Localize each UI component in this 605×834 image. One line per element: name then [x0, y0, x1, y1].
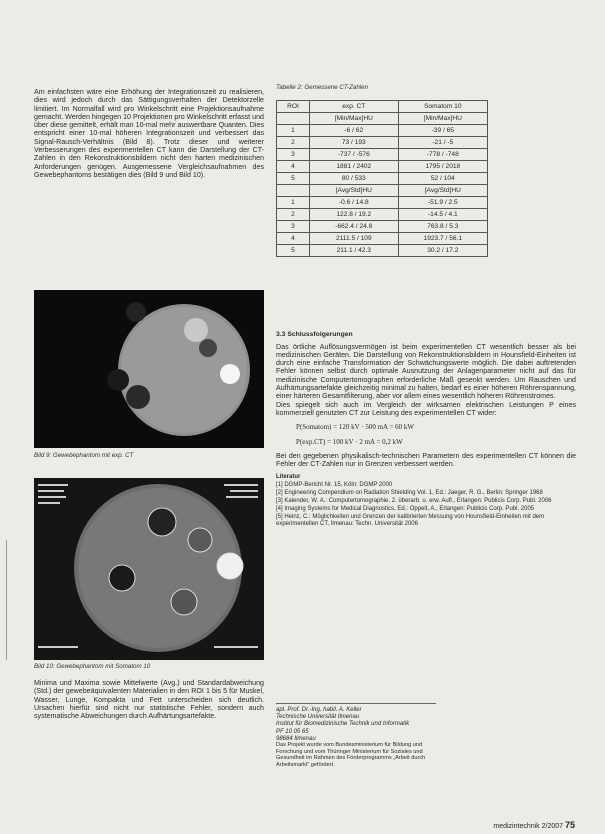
literature-item: [5] Heinz, C.: Möglichkeiten und Grenzen der kalibrierten Messung von Hounsfield-Einheiten mit dem experimentellen CT, Ilmenau: Techn. Universität 2006 — [276, 514, 545, 528]
table-cell — [277, 113, 310, 125]
table-caption: Tabelle 2: Gemessene CT-Zahlen — [276, 84, 369, 91]
table-cell: 211.1 / 42.3 — [310, 245, 399, 257]
author-line: Technische Universität Ilmenau — [276, 714, 360, 721]
table-cell: [Min/Max]HU — [310, 113, 399, 125]
table-row — [277, 221, 488, 233]
conclusion-paragraph-2: Dies spiegelt sich auch im Vergleich der wirksamen elektrischen Leistungen P eines kommerziell genutzten CT zur Leistung des experimentellen CT wider: — [276, 400, 576, 417]
table-cell: -14.5 / 4.1 — [398, 209, 487, 221]
table-cell: 1 — [277, 197, 310, 209]
page-number: 75 — [564, 820, 575, 830]
table-cell: -737 / -576 — [310, 149, 399, 161]
table-subheader-row — [277, 185, 488, 197]
table-cell: -662.4 / 24.8 — [310, 221, 399, 233]
table-row — [277, 125, 488, 137]
literature-item: [2] Engineering Compendium on Radiation Shielding Vol. 1, Ed.: Jaeger, R. G., Berlin: Springer 1968 — [276, 490, 543, 497]
table-cell: -778 / -748 — [398, 149, 487, 161]
funding-footnote: Das Projekt wurde vom Bundesministerium für Bildung und Forschung und vom Thüringer Ministerium für Soziales und Gesundheit im Rahmen des Förderprogramms „Arbeit durch Arbeitsmarkt“ gefördert. — [276, 742, 426, 768]
table-cell: -51.9 / 2.5 — [398, 197, 487, 209]
table-subheader-row — [277, 113, 488, 125]
table-cell: -21 / -5 — [398, 137, 487, 149]
table-row — [277, 149, 488, 161]
table-header-cell: Somatom 10 — [398, 101, 487, 113]
formula-exp-ct: P(exp.CT) = 100 kV · 2 mA = 0,2 kW — [296, 437, 403, 446]
literature-item: [3] Kalender, W. A.: Computertomographie, 2. überarb. u. erw. Aufl., Erlangen: Publicis Corp. Publ. 2006 — [276, 498, 552, 505]
table-header-cell: exp. CT — [310, 101, 399, 113]
table-cell: 2 — [277, 137, 310, 149]
table-cell: -6 / 62 — [310, 125, 399, 137]
table-cell: 5 — [277, 245, 310, 257]
table-header-row — [277, 101, 488, 113]
table-cell: 2111.5 / 109 — [310, 233, 399, 245]
section-title: 3.3 Schlussfolgerungen — [276, 331, 353, 339]
table-cell: [Avg/Std]HU — [310, 185, 399, 197]
table-cell: 1795 / 2018 — [398, 161, 487, 173]
table-cell: -39 / 65 — [398, 125, 487, 137]
table-row — [277, 209, 488, 221]
bottom-left-text: Minima und Maxima sowie Mittelwerte (Avg.) und Standardabweichung (Std.) der gewebeäquivalenten Materialien in den ROI 1 bis 5 für Muskel, Wasser, Lunge, Kompakta und Fett unterscheiden sich deutlich. Ursachen hierfür sind nicht nur statistische Fehler, sondern auch systematische Abweichungen durch Aufhärtungsartefakte. — [34, 679, 264, 721]
table-cell: 4 — [277, 233, 310, 245]
literature-item: [1] DGMP-Bericht Nr. 15, Köln: DGMP 2000 — [276, 482, 393, 489]
table-cell: 3 — [277, 149, 310, 161]
table-row — [277, 173, 488, 185]
table-cell: 4 — [277, 161, 310, 173]
right-column — [276, 84, 576, 529]
literature-title: Literatur — [276, 474, 301, 481]
table-cell: -0.6 / 14.8 — [310, 197, 399, 209]
table-row — [277, 233, 488, 245]
table-cell: 1 — [277, 125, 310, 137]
author-line: Institut für Biomedizinische Technik und Informatik — [276, 721, 410, 728]
ct-values-table — [276, 100, 488, 257]
table-cell: 763.8 / 5.3 — [398, 221, 487, 233]
table-cell: 1923.7 / 56.1 — [398, 233, 487, 245]
formula-somatom: P(Somatom) = 120 kV · 500 mA = 60 kW — [296, 423, 415, 432]
figure-10-caption: Bild 10: Gewebephantom mit Somatom 10 — [34, 663, 151, 670]
table-cell: 52 / 104 — [398, 173, 487, 185]
author-line: apl. Prof. Dr.-Ing. habil. A. Keller — [276, 707, 362, 713]
left-column — [34, 88, 264, 179]
author-block — [276, 703, 436, 743]
literature-list — [276, 474, 576, 528]
table-cell: 73 / 193 — [310, 137, 399, 149]
table-cell: [Avg/Std]HU — [398, 185, 487, 197]
table-cell: 3 — [277, 221, 310, 233]
conclusion-paragraph-3: Bei den gegebenen physikalisch-technischen Parametern des experimentellen CT können die Fehler der CT-Zahlen nur in Grenzen verbessert werden. — [276, 451, 576, 469]
table-cell: 5 — [277, 173, 310, 185]
table-row — [277, 245, 488, 257]
table-cell: 1881 / 2402 — [310, 161, 399, 173]
author-line: PF 10 05 65 — [276, 728, 309, 735]
margin-line — [6, 540, 7, 660]
figure-9-image — [34, 290, 264, 448]
figure-10-image — [34, 478, 264, 660]
table-header-cell: ROI — [277, 101, 310, 113]
page-footer — [493, 820, 575, 830]
table-cell: 2 — [277, 209, 310, 221]
table-row — [277, 137, 488, 149]
author-line: 98684 Ilmenau — [276, 735, 316, 742]
table-row — [277, 161, 488, 173]
table-row — [277, 197, 488, 209]
table-cell: 80 / 533 — [310, 173, 399, 185]
table-cell: 122.8 / 19.2 — [310, 209, 399, 221]
table-cell — [277, 185, 310, 197]
journal-name: medizintechnik 2/2007 — [493, 823, 564, 830]
figure-9-caption: Bild 9: Gewebephantom mit exp. CT — [34, 452, 134, 459]
left-body-text: Am einfachsten wäre eine Erhöhung der Integrationszeit zu realisieren, dies wird jedoch durch das Sättigungsverhalten der Detektorzelle limitiert. Im Normalfall wird pro Winkelschritt eine Projektionsaufnahme gemacht. Werden hingegen 10 Projektionen pro Winkelschritt erfasst und über diese gemittelt, erhält man 10-mal mehr auswertbare Quanten. Dies entspricht einer 10-mal höheren Integrationszeit und verbessert das Signal-Rausch-Verhältnis (Bild 8). Trotz dieser und weiterer Verbesserungen des experimentellen CT kann die Darstellung der CT-Zahlen in den Rekonstruktionsbildern nicht den harten medizinischen Anforderungen genügen. Ausgemessene Vergleichsaufnahmen des Gewebephantoms bestätigen dies (Bild 9 und Bild 10). — [34, 88, 264, 179]
table-cell: [Min/Max]HU — [398, 113, 487, 125]
conclusion-paragraph-1: Das örtliche Auflösungsvermögen ist beim experimentellen CT wesentlich besser als bei medizinischen Geräten. Die Darstellung von Rekonstruktionsbildern in Hounsfield-Einheiten ist durch eine einfache Transformation der Schwächungswerte möglich. Die dabei auftretenden Fehler können selbst durch optimale Ausnutzung der Anlagenparameter nicht auf das für medizinische Computertomographen erforderliche Maß gesenkt werden. Um Rauschen und Aufhärtungsartefakte gleichzeitig minimal zu halten, bedarf es einer höheren Röhrenspannung, einer härteren Gesamtfilterung, aber vor allem eines wesentlich höheren Röhrenstromes. — [276, 342, 576, 401]
literature-item: [4] Imaging Systems for Medical Diagnostics, Ed.: Oppelt, A., Erlangen: Publicis Corp. Publ. 2005 — [276, 506, 535, 513]
table-cell: 30.2 / 17.2 — [398, 245, 487, 257]
